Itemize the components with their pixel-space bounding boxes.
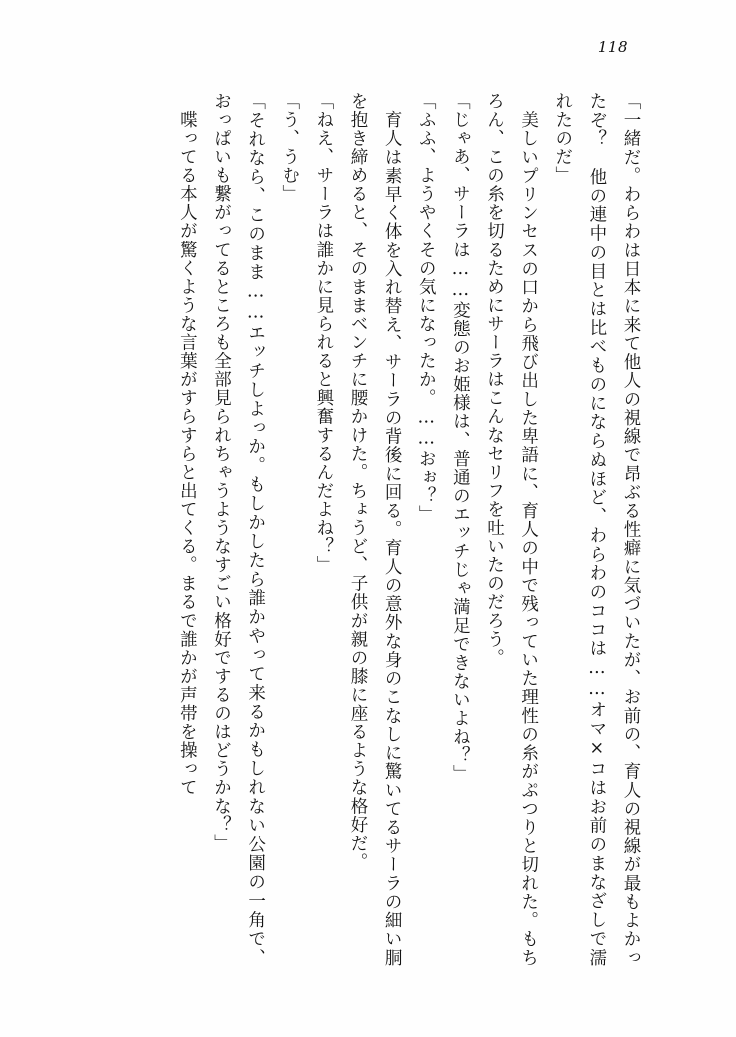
- page-body-text: [88, 92, 648, 967]
- paragraph: 喋ってる本人が驚くような言葉がすらすらと出てくる。まるで誰かが声帯を操って: [177, 92, 198, 797]
- paragraph: 育人は素早く体を入れ替え、サーラの背後に回る。育人の意外な身のこなしに驚いてるサーラの細い胴を抱き締めると、そのままベンチに腰かけた。ちょうど、子供が親の膝に座るような格好だ。: [348, 92, 403, 967]
- paragraph: 「それなら、このまま……エッチしよっか。もしかしたら誰かやって来るかもしれない公園の一角で、おっぱいも繋がってるところも全部見られちゃうようなすごい格好でするのはどうかな？」: [211, 92, 266, 967]
- paragraph: 「一緒だ。わらわは日本に来て他人の視線で昂ぶる性癖に気づいたが、お前の、育人の視線が最もよかったぞ？ 他の連中の目とは比べものにならぬほど、わらわのココは……オマ×コはお前のまなざしで濡れたのだ」: [552, 92, 641, 967]
- paragraph: 美しいプリンセスの口から飛び出した卑語に、育人の中で残っていた理性の糸がぷつりと切れた。もちろん、この糸を切るためにサーラはこんなセリフを吐いたのだろう。: [484, 92, 539, 967]
- page-number: 118: [597, 38, 628, 56]
- paragraph: 「ねえ、サーラは誰かに見られると興奮するんだよね？」: [313, 92, 334, 575]
- paragraph: 「う、うむ」: [279, 92, 300, 204]
- paragraph: 「ふふ、ようやくその気になったか。……おぉ？」: [416, 92, 437, 524]
- paragraph: 「じゃあ、サーラは……変態のお姫様は、普通のエッチじゃ満足できないよね？」: [450, 92, 471, 784]
